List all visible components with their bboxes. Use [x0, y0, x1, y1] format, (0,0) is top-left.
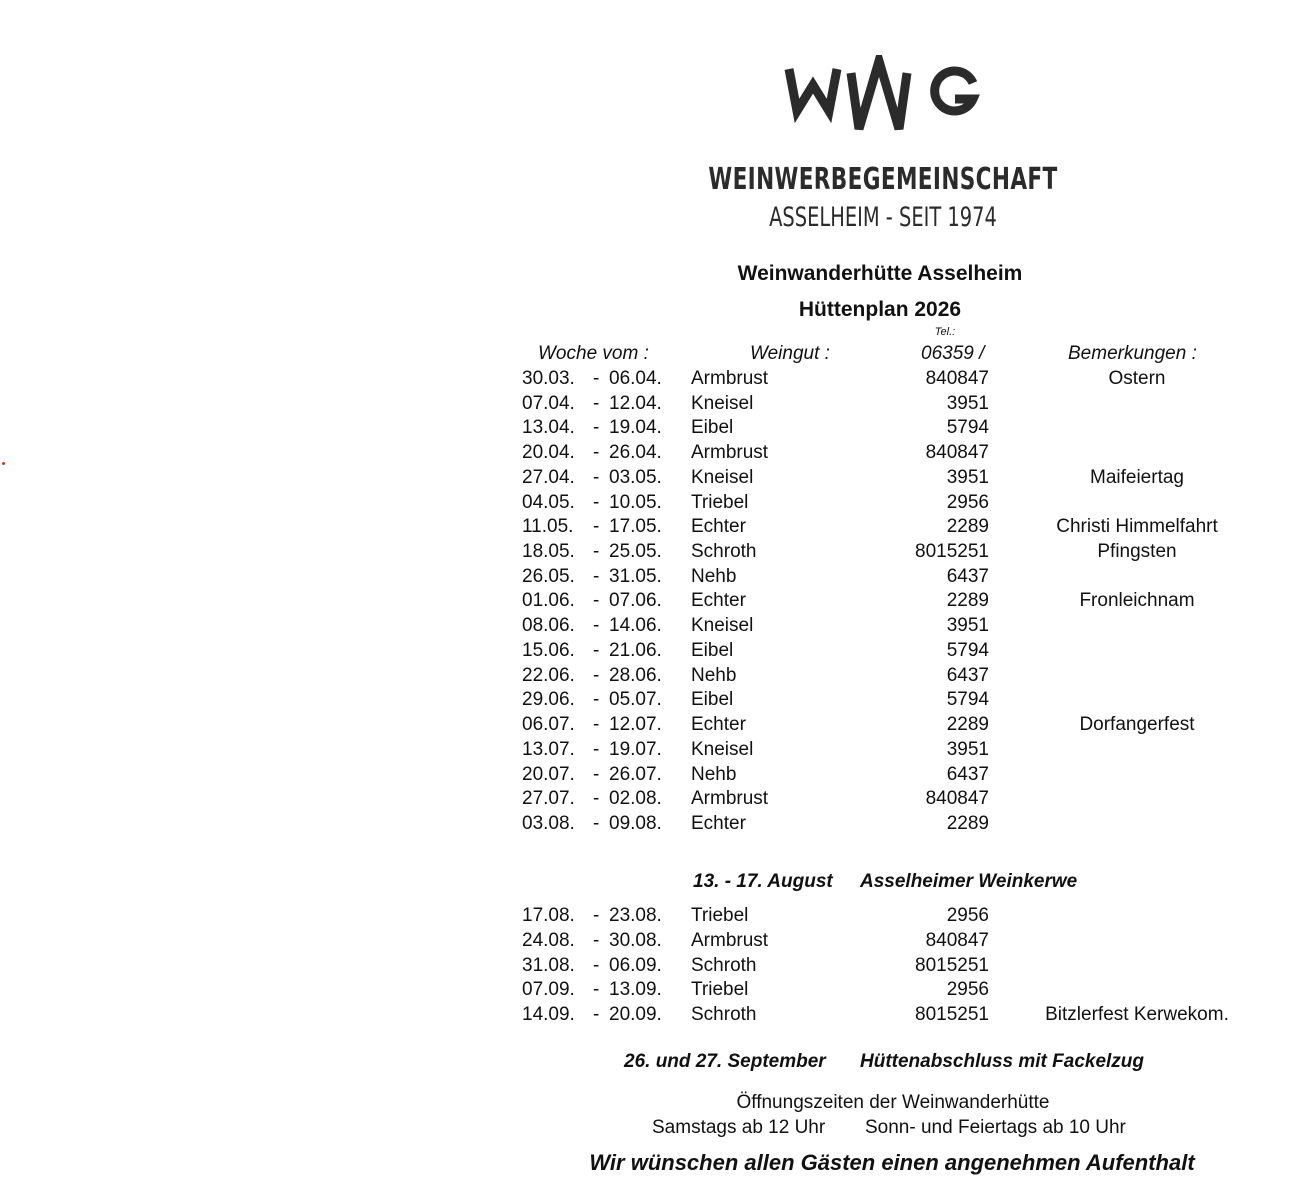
week-dash: -: [593, 516, 600, 538]
table-row: [0, 1004, 1301, 1028]
table-row: [0, 788, 1301, 812]
week-dash: -: [593, 491, 600, 513]
week-to: 26.07.: [609, 763, 662, 785]
winery-name: Nehb: [691, 664, 737, 686]
week-to: 09.08.: [609, 812, 662, 834]
phone-number: 840847: [925, 929, 989, 951]
header-weingut: Weingut :: [750, 343, 830, 364]
opening-saturday: Samstags ab 12 Uhr: [652, 1117, 826, 1138]
winery-name: Kneisel: [691, 392, 754, 414]
table-row: [0, 368, 1301, 392]
winery-name: Eibel: [691, 639, 734, 661]
week-from: 04.05.: [522, 491, 575, 513]
week-dash: -: [593, 812, 600, 834]
table-row: [0, 467, 1301, 491]
hut-title: Weinwanderhütte Asselheim: [737, 262, 1023, 285]
table-row: [0, 930, 1301, 954]
winery-name: Eibel: [691, 417, 734, 439]
week-to: 06.04.: [609, 368, 662, 389]
brand-subtitle: ASSELHEIM - SEIT 1974: [769, 202, 997, 233]
week-from: 18.05.: [522, 541, 575, 563]
table-row: [0, 955, 1301, 979]
week-dash: -: [593, 979, 600, 1001]
remark: Pfingsten: [1097, 541, 1177, 563]
week-from: 07.04.: [522, 392, 575, 414]
week-dash: -: [593, 738, 600, 760]
winery-name: Armbrust: [691, 929, 769, 951]
winery-name: Triebel: [691, 979, 749, 1001]
week-dash: -: [593, 788, 600, 810]
week-to: 19.04.: [609, 417, 662, 439]
week-dash: -: [593, 541, 600, 563]
week-dash: -: [593, 442, 600, 464]
week-from: 31.08.: [522, 954, 575, 976]
phone-number: 840847: [925, 442, 989, 464]
week-to: 02.08.: [609, 788, 662, 810]
week-to: 05.07.: [609, 689, 662, 711]
event-kerwe-name: Asselheimer Weinkerwe: [860, 871, 1078, 892]
closing-greeting: Wir wünschen allen Gästen einen angenehmen Aufenthalt: [589, 1150, 1195, 1175]
winery-name: Kneisel: [691, 738, 754, 760]
table-row: [0, 566, 1301, 590]
winery-name: Triebel: [691, 491, 749, 513]
week-dash: -: [593, 368, 600, 389]
table-row: [0, 615, 1301, 639]
phone-number: 840847: [925, 368, 989, 389]
week-to: 20.09.: [609, 1004, 662, 1026]
winery-name: Nehb: [691, 763, 737, 785]
plan-title: Hüttenplan 2026: [798, 298, 962, 321]
winery-name: Triebel: [691, 905, 749, 926]
week-to: 19.07.: [609, 738, 662, 760]
opening-hours-title: Öffnungszeiten der Weinwanderhütte: [736, 1092, 1050, 1113]
week-dash: -: [593, 929, 600, 951]
winery-name: Nehb: [691, 565, 737, 587]
phone-number: 5794: [946, 639, 989, 661]
remark: Christi Himmelfahrt: [1056, 516, 1218, 538]
week-to: 07.06.: [609, 590, 662, 612]
week-dash: -: [593, 639, 600, 661]
phone-number: 2956: [946, 491, 989, 513]
week-to: 14.06.: [609, 615, 662, 637]
week-to: 21.06.: [609, 639, 662, 661]
phone-number: 6437: [946, 763, 989, 785]
table-row: [0, 492, 1301, 516]
week-to: 30.08.: [609, 929, 662, 951]
winery-name: Eibel: [691, 689, 734, 711]
week-to: 25.05.: [609, 541, 662, 563]
week-to: 31.05.: [609, 565, 662, 587]
table-row: [0, 417, 1301, 441]
week-to: 10.05.: [609, 491, 662, 513]
table-row: [0, 739, 1301, 763]
phone-number: 2289: [946, 516, 989, 538]
table-row: [0, 813, 1301, 837]
phone-number: 3951: [946, 392, 989, 414]
week-from: 17.08.: [522, 905, 575, 926]
remark: Ostern: [1108, 368, 1166, 389]
week-dash: -: [593, 689, 600, 711]
week-from: 15.06.: [522, 639, 575, 661]
tel-prefix-label: Tel.:: [934, 326, 956, 338]
winery-name: Armbrust: [691, 368, 769, 389]
table-row: [0, 640, 1301, 664]
remark: Maifeiertag: [1090, 466, 1184, 488]
winery-name: Schroth: [691, 954, 757, 976]
phone-number: 8015251: [915, 1004, 989, 1026]
phone-number: 3951: [946, 615, 989, 637]
opening-sunday: Sonn- und Feiertags ab 10 Uhr: [865, 1117, 1126, 1138]
table-row: [0, 590, 1301, 614]
phone-number: 2956: [946, 979, 989, 1001]
remark: Fronleichnam: [1079, 590, 1195, 612]
table-row: [0, 905, 1301, 929]
phone-number: 2956: [946, 905, 989, 926]
week-from: 27.04.: [522, 466, 575, 488]
header-remarks: Bemerkungen :: [1068, 343, 1197, 364]
winery-name: Echter: [691, 516, 746, 538]
week-to: 12.07.: [609, 714, 662, 736]
winery-name: Echter: [691, 590, 746, 612]
winery-name: Kneisel: [691, 615, 754, 637]
phone-number: 840847: [925, 788, 989, 810]
week-from: 27.07.: [522, 788, 575, 810]
week-to: 23.08.: [609, 905, 662, 926]
week-dash: -: [593, 590, 600, 612]
week-from: 30.03.: [522, 368, 575, 389]
week-from: 29.06.: [522, 689, 575, 711]
week-to: 28.06.: [609, 664, 662, 686]
week-from: 03.08.: [522, 812, 575, 834]
table-row: [0, 979, 1301, 1003]
week-to: 03.05.: [609, 466, 662, 488]
week-from: 20.07.: [522, 763, 575, 785]
phone-number: 2289: [946, 714, 989, 736]
table-row: [0, 442, 1301, 466]
week-from: 24.08.: [522, 929, 575, 951]
week-from: 13.07.: [522, 738, 575, 760]
table-row: [0, 516, 1301, 540]
phone-number: 3951: [946, 738, 989, 760]
brand-name: WEINWERBEGEMEINSCHAFT: [708, 162, 1058, 197]
week-dash: -: [593, 664, 600, 686]
table-row: [0, 541, 1301, 565]
week-dash: -: [593, 905, 600, 926]
winery-name: Armbrust: [691, 788, 769, 810]
phone-number: 5794: [946, 689, 989, 711]
week-dash: -: [593, 565, 600, 587]
header-week: Woche vom :: [538, 343, 649, 364]
week-from: 26.05.: [522, 565, 575, 587]
phone-number: 6437: [946, 664, 989, 686]
week-dash: -: [593, 417, 600, 439]
winery-name: Echter: [691, 812, 746, 834]
week-dash: -: [593, 714, 600, 736]
week-to: 13.09.: [609, 979, 662, 1001]
winery-name: Schroth: [691, 1004, 757, 1026]
week-to: 17.05.: [609, 516, 662, 538]
winery-name: Schroth: [691, 541, 757, 563]
table-row: [0, 714, 1301, 738]
remark: Dorfangerfest: [1079, 714, 1195, 736]
week-dash: -: [593, 1004, 600, 1026]
event-closing-date: 26. und 27. September: [624, 1051, 826, 1072]
week-dash: -: [593, 466, 600, 488]
phone-number: 6437: [946, 565, 989, 587]
phone-number: 8015251: [915, 954, 989, 976]
table-row: [0, 689, 1301, 713]
phone-number: 2289: [946, 590, 989, 612]
remark: Bitzlerfest Kerwekom.: [1045, 1004, 1229, 1026]
week-dash: -: [593, 954, 600, 976]
week-from: 08.06.: [522, 615, 575, 637]
week-to: 06.09.: [609, 954, 662, 976]
week-from: 06.07.: [522, 714, 575, 736]
table-row: [0, 393, 1301, 417]
week-to: 12.04.: [609, 392, 662, 414]
winery-name: Echter: [691, 714, 746, 736]
phone-number: 5794: [946, 417, 989, 439]
week-from: 01.06.: [522, 590, 575, 612]
table-row: [0, 764, 1301, 788]
header-tel: 06359 /: [921, 343, 985, 364]
week-from: 13.04.: [522, 417, 575, 439]
week-from: 20.04.: [522, 442, 575, 464]
week-from: 07.09.: [522, 979, 575, 1001]
week-from: 11.05.: [522, 516, 574, 538]
event-closing-name: Hüttenabschluss mit Fackelzug: [860, 1051, 1145, 1072]
event-kerwe-date: 13. - 17. August: [693, 871, 833, 892]
phone-number: 8015251: [915, 541, 989, 563]
phone-number: 2289: [946, 812, 989, 834]
table-row: [0, 665, 1301, 689]
week-to: 26.04.: [609, 442, 662, 464]
week-dash: -: [593, 763, 600, 785]
winery-name: Kneisel: [691, 466, 754, 488]
week-dash: -: [593, 615, 600, 637]
week-from: 22.06.: [522, 664, 575, 686]
winery-name: Armbrust: [691, 442, 769, 464]
week-dash: -: [593, 392, 600, 414]
week-from: 14.09.: [522, 1004, 575, 1026]
phone-number: 3951: [946, 466, 989, 488]
